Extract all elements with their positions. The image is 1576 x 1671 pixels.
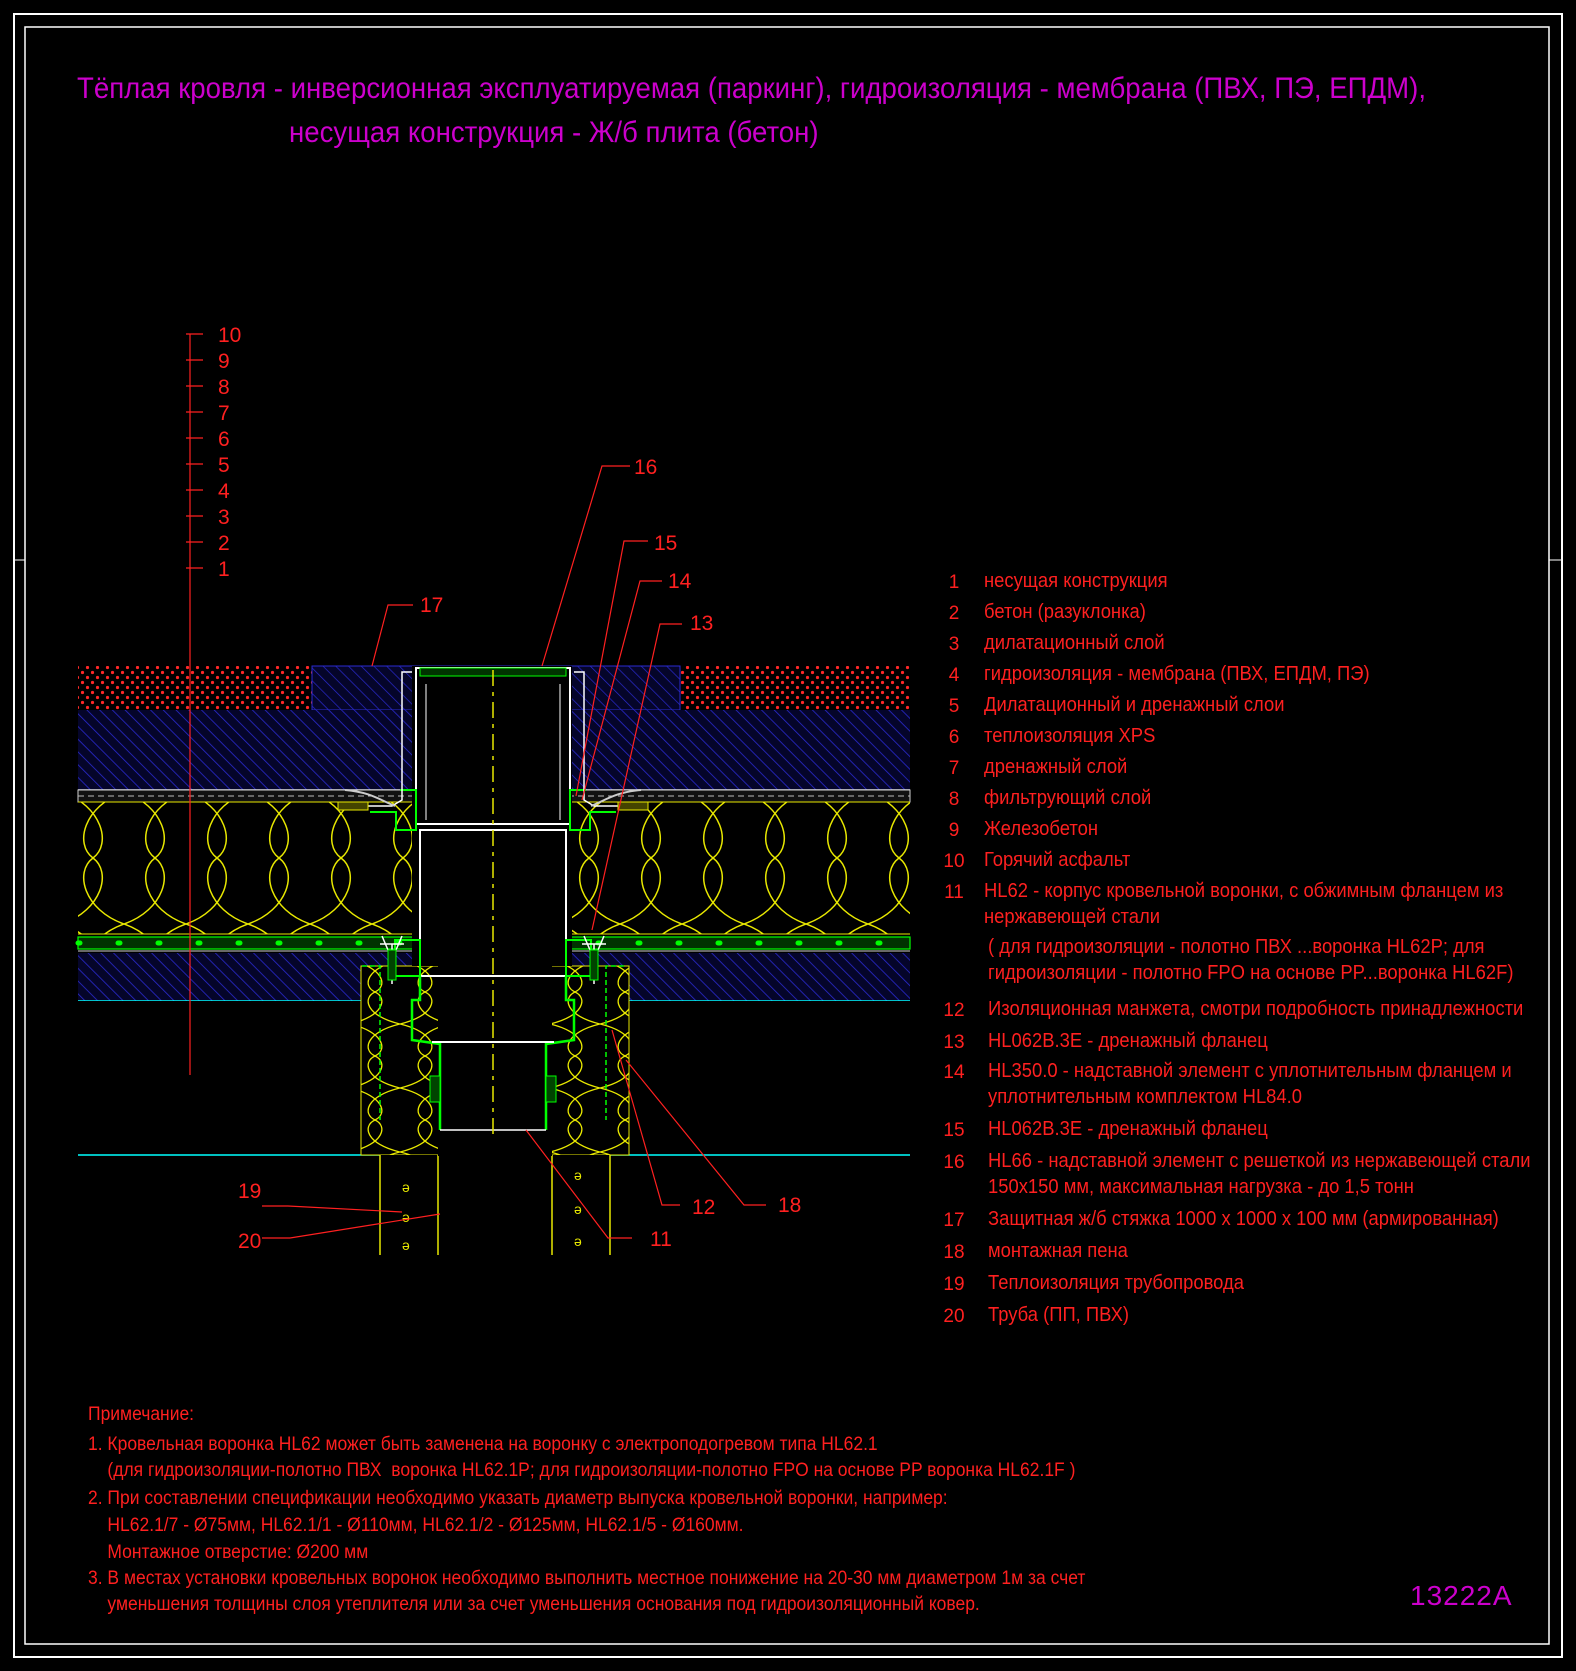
legend-text: несущая конструкция bbox=[984, 570, 1168, 592]
legend-number: 11 bbox=[944, 882, 964, 903]
legend-text-continued: нержавеющей стали bbox=[984, 906, 1161, 928]
legend-number: 3 bbox=[948, 634, 960, 655]
legend-number: 8 bbox=[948, 789, 960, 810]
callout-18: 18 bbox=[778, 1194, 802, 1217]
note-line: Монтажное отверстие: Ø200 мм bbox=[88, 1542, 369, 1563]
callout-14: 14 bbox=[668, 570, 692, 593]
legend-text: гидроизоляция - мембрана (ПВХ, ЕПДМ, ПЭ) bbox=[984, 663, 1370, 685]
title-line-1: Тёплая кровля - инверсионная эксплуатируемая (паркинг), гидроизоляция - мембрана (ПВХ, ПЭ, ЕПДМ), bbox=[77, 72, 1426, 105]
legend-text: Труба (ПП, ПВХ) bbox=[988, 1304, 1130, 1326]
legend-number: 18 bbox=[943, 1242, 965, 1263]
note-line: HL62.1/7 - Ø75мм, HL62.1/1 - Ø110мм, HL62.1/2 - Ø125мм, HL62.1/5 - Ø160мм. bbox=[88, 1515, 744, 1536]
legend-number: 4 bbox=[948, 665, 960, 686]
scale-label: 2 bbox=[218, 532, 230, 555]
legend-number: 10 bbox=[943, 851, 965, 872]
note-line: 1. Кровельная воронка HL62 может быть заменена на воронку с электроподогревом типа HL62.1 bbox=[88, 1434, 878, 1455]
legend-number: 15 bbox=[943, 1120, 965, 1141]
note-line: 3. В местах установки кровельных воронок необходимо выполнить местное понижение на 20-30 мм диаметром 1м за счет bbox=[88, 1568, 1086, 1589]
legend-text: Дилатационный и дренажный слои bbox=[984, 694, 1285, 716]
legend-number: 13 bbox=[943, 1032, 965, 1053]
drain-column bbox=[412, 666, 572, 966]
legend-text: Изоляционная манжета, смотри подробность принадлежности bbox=[988, 998, 1524, 1020]
svg-text:ə: ə bbox=[574, 1167, 582, 1183]
legend-text: бетон (разуклонка) bbox=[984, 601, 1146, 623]
notes-heading: Примечание: bbox=[88, 1404, 195, 1425]
scale-label: 1 bbox=[218, 558, 230, 581]
legend-text-continued: уплотнительным комплектом HL84.0 bbox=[988, 1086, 1303, 1108]
legend-text: Горячий асфальт bbox=[984, 849, 1131, 871]
legend-text-continued: 150x150 мм, максимальная нагрузка - до 1,5 тонн bbox=[988, 1176, 1414, 1198]
scale-label: 8 bbox=[218, 376, 230, 399]
note-line: 2. При составлении спецификации необходимо указать диаметр выпуска кровельной воронки, например: bbox=[88, 1488, 948, 1509]
callout-11: 11 bbox=[650, 1228, 672, 1251]
legend-text: ( для гидроизоляции - полотно ПВХ ...воронка HL62P; для bbox=[988, 936, 1485, 958]
callout-20: 20 bbox=[238, 1230, 262, 1253]
legend-number: 9 bbox=[948, 820, 960, 841]
callout-16: 16 bbox=[634, 456, 658, 479]
legend-text: HL062B.3E - дренажный фланец bbox=[988, 1030, 1268, 1052]
callout-17: 17 bbox=[420, 594, 444, 617]
scale-label: 7 bbox=[218, 402, 230, 425]
callout-13: 13 bbox=[690, 612, 714, 635]
scale-label: 5 bbox=[218, 454, 230, 477]
legend-number: 16 bbox=[943, 1152, 965, 1173]
legend-number: 17 bbox=[943, 1210, 965, 1231]
svg-text:ə: ə bbox=[402, 1237, 410, 1253]
legend-text: Железобетон bbox=[984, 818, 1098, 840]
legend-number: 1 bbox=[948, 572, 960, 593]
title-line-2: несущая конструкция - Ж/б плита (бетон) bbox=[289, 116, 819, 149]
legend-text: HL62 - корпус кровельной воронки, с обжимным фланцем из bbox=[984, 880, 1504, 902]
scale-label: 9 bbox=[218, 350, 230, 373]
callout-19: 19 bbox=[238, 1180, 262, 1203]
legend-number: 6 bbox=[948, 727, 960, 748]
legend-text: HL062B.3E - дренажный фланец bbox=[988, 1118, 1268, 1140]
legend-text: HL350.0 - надставной элемент с уплотнительным фланцем и bbox=[988, 1060, 1512, 1082]
legend-text: Теплоизоляция трубопровода bbox=[988, 1272, 1244, 1294]
svg-text:ə: ə bbox=[402, 1179, 410, 1195]
legend-text: фильтрующий слой bbox=[984, 787, 1152, 809]
svg-text:ə: ə bbox=[402, 1209, 410, 1225]
legend-number: 14 bbox=[943, 1062, 965, 1083]
legend-number: 2 bbox=[948, 603, 960, 624]
scale-label: 4 bbox=[218, 480, 230, 503]
legend-number: 19 bbox=[943, 1274, 965, 1295]
sheet-number: 13222A bbox=[1410, 1580, 1513, 1611]
note-line: уменьшения толщины слоя утеплителя или за счет уменьшения основания под гидроизоляционный ковер. bbox=[88, 1594, 980, 1615]
note-line: (для гидроизоляции-полотно ПВХ воронка HL62.1P; для гидроизоляции-полотно FPO на основе PP воронка HL62.1F ) bbox=[88, 1460, 1076, 1481]
legend-text: теплоизоляция XPS bbox=[984, 725, 1156, 747]
legend-text: дренажный слой bbox=[984, 756, 1128, 778]
legend-text: HL66 - надставной элемент с решеткой из нержавеющей стали bbox=[988, 1150, 1531, 1172]
legend-number: 7 bbox=[948, 758, 960, 779]
legend-text: Защитная ж/б стяжка 1000 x 1000 x 100 мм (армированная) bbox=[988, 1208, 1499, 1230]
svg-text:ə: ə bbox=[574, 1233, 582, 1249]
legend-number: 20 bbox=[943, 1306, 965, 1327]
legend-text: дилатационный слой bbox=[984, 632, 1165, 654]
scale-label: 6 bbox=[218, 428, 230, 451]
callout-12: 12 bbox=[692, 1196, 716, 1219]
scale-label: 3 bbox=[218, 506, 230, 529]
legend-number: 12 bbox=[943, 1000, 965, 1021]
roof-section bbox=[78, 666, 910, 1255]
legend-text-continued: гидроизоляции - полотно FPO на основе PP...воронка HL62F) bbox=[988, 962, 1514, 984]
svg-text:ə: ə bbox=[574, 1201, 582, 1217]
scale-label: 10 bbox=[218, 324, 242, 347]
legend-text: монтажная пена bbox=[988, 1240, 1128, 1262]
callout-15: 15 bbox=[654, 532, 678, 555]
legend-number: 5 bbox=[948, 696, 960, 717]
